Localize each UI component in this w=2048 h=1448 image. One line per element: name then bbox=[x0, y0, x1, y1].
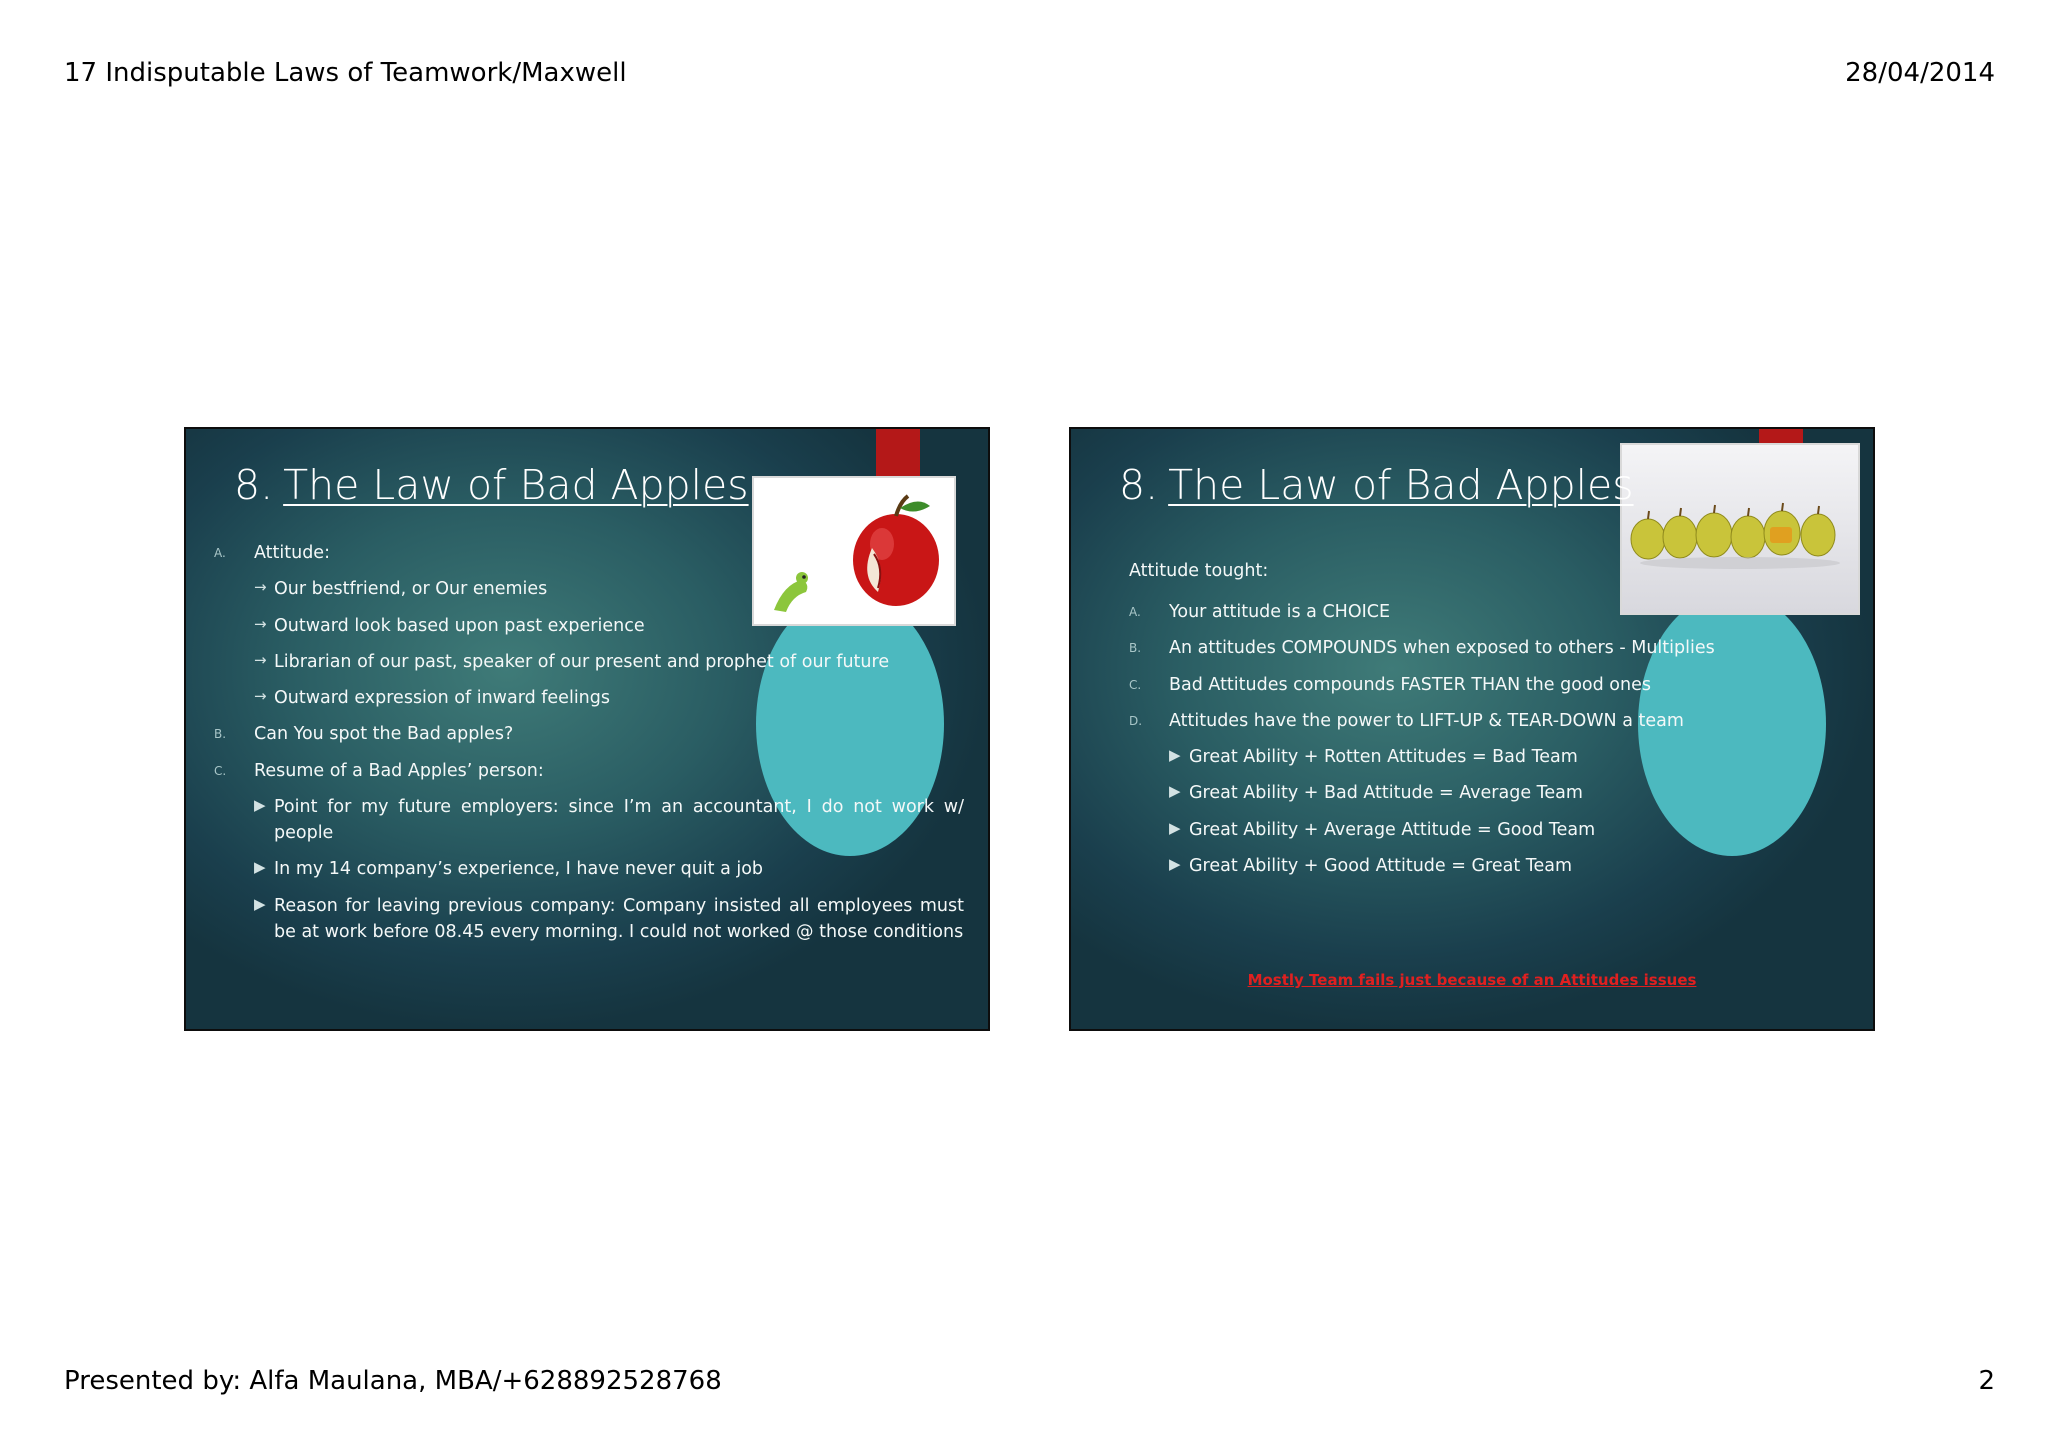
triangle-bullet-icon: ▶ bbox=[1169, 746, 1181, 764]
list-marker: B. bbox=[1129, 641, 1142, 656]
footer-presenter: Presented by: Alfa Maulana, MBA/+628892528768 bbox=[64, 1366, 722, 1396]
list-item bbox=[214, 613, 964, 639]
list-item bbox=[1129, 817, 1849, 843]
slide-title-number: 8. bbox=[234, 461, 274, 509]
list-item-text: Great Ability + Bad Attitude = Average Team bbox=[1189, 783, 1583, 804]
list-marker: A. bbox=[214, 546, 226, 560]
triangle-bullet-icon: ▶ bbox=[1169, 818, 1181, 837]
slide-note-link[interactable]: Mostly Team fails just because of an Attitudes issues bbox=[1247, 971, 1697, 989]
list-item-text: Your attitude is a CHOICE bbox=[1169, 602, 1391, 622]
list-item bbox=[1129, 853, 1849, 879]
triangle-bullet-icon: ▶ bbox=[1169, 854, 1181, 873]
slide-title-text: The Law of Bad Apples bbox=[283, 461, 749, 509]
list-item-text: Resume of a Bad Apples’ person: bbox=[254, 760, 544, 781]
list-item-text: Outward look based upon past experience bbox=[274, 615, 645, 636]
list-item bbox=[1129, 744, 1849, 770]
slide-title-text: The Law of Bad Apples bbox=[1168, 461, 1634, 509]
slide-thumbnail-2[interactable] bbox=[1069, 427, 1875, 1031]
list-item-text: Attitudes have the power to LIFT-UP & TEAR-DOWN a team bbox=[1169, 710, 1684, 731]
list-item-text: Great Ability + Rotten Attitudes = Bad Team bbox=[1189, 747, 1578, 767]
slide-title-number: 8. bbox=[1119, 461, 1159, 509]
list-item-text: Our bestfriend, or Our enemies bbox=[274, 579, 548, 600]
list-item bbox=[1129, 672, 1849, 698]
list-item-text: Can You spot the Bad apples? bbox=[254, 724, 514, 745]
slide-title bbox=[234, 461, 749, 509]
list-item bbox=[214, 576, 964, 602]
arrow-icon: → bbox=[254, 687, 267, 705]
slide-accent-tab bbox=[876, 429, 920, 479]
slide-title bbox=[1119, 461, 1634, 509]
list-item bbox=[1129, 780, 1849, 806]
list-item bbox=[214, 649, 964, 675]
list-item-text: Great Ability + Average Attitude = Good Team bbox=[1189, 819, 1596, 840]
triangle-bullet-icon: ▶ bbox=[254, 858, 266, 877]
list-marker: B. bbox=[214, 727, 227, 742]
arrow-icon: → bbox=[254, 614, 267, 633]
list-item-text: Great Ability + Good Attitude = Great Team bbox=[1189, 855, 1573, 876]
list-marker: A. bbox=[1129, 605, 1141, 619]
list-item bbox=[1129, 599, 1849, 625]
arrow-icon: → bbox=[254, 578, 267, 597]
list-marker: D. bbox=[1129, 713, 1143, 728]
list-item bbox=[214, 893, 964, 946]
green-apples-icon bbox=[1622, 445, 1858, 613]
header-title: 17 Indisputable Laws of Teamwork/Maxwell bbox=[64, 58, 627, 88]
list-item bbox=[214, 856, 964, 882]
list-item-text: Reason for leaving previous company: Company insisted all employees must be at work before 08.45 every morning. I could not worked @ those conditions bbox=[274, 895, 964, 942]
list-item-text: An attitudes COMPOUNDS when exposed to others - Multiplies bbox=[1169, 638, 1715, 659]
slide-bullet-list bbox=[1129, 599, 1849, 889]
slide-lead-text: Attitude tought: bbox=[1129, 561, 1269, 581]
list-marker: C. bbox=[1129, 677, 1142, 692]
list-item bbox=[214, 685, 964, 711]
list-item-text: Bad Attitudes compounds FASTER THAN the good ones bbox=[1169, 674, 1651, 695]
list-item-text: Attitude: bbox=[254, 543, 330, 563]
list-item bbox=[1129, 708, 1849, 734]
list-item-text: In my 14 company’s experience, I have never quit a job bbox=[274, 859, 764, 880]
list-item-text: Point for my future employers: since I’m an accountant, I do not work w/ people bbox=[274, 796, 964, 843]
green-apples-picture bbox=[1620, 443, 1860, 615]
list-item bbox=[1129, 635, 1849, 661]
list-item-text: Librarian of our past, speaker of our present and prophet of our future bbox=[274, 651, 890, 672]
footer-page-number: 2 bbox=[1978, 1366, 1995, 1396]
list-item bbox=[214, 758, 964, 784]
list-marker: C. bbox=[214, 763, 227, 778]
list-item bbox=[214, 721, 964, 747]
triangle-bullet-icon: ▶ bbox=[1169, 782, 1181, 801]
slide-bullet-list bbox=[214, 540, 964, 955]
triangle-bullet-icon: ▶ bbox=[254, 894, 266, 913]
list-item bbox=[214, 540, 964, 566]
triangle-bullet-icon: ▶ bbox=[254, 795, 266, 814]
arrow-icon: → bbox=[254, 650, 267, 669]
list-item bbox=[214, 794, 964, 847]
header-date: 28/04/2014 bbox=[1845, 58, 1995, 88]
slide-thumbnail-1[interactable] bbox=[184, 427, 990, 1031]
list-item-text: Outward expression of inward feelings bbox=[274, 688, 610, 708]
